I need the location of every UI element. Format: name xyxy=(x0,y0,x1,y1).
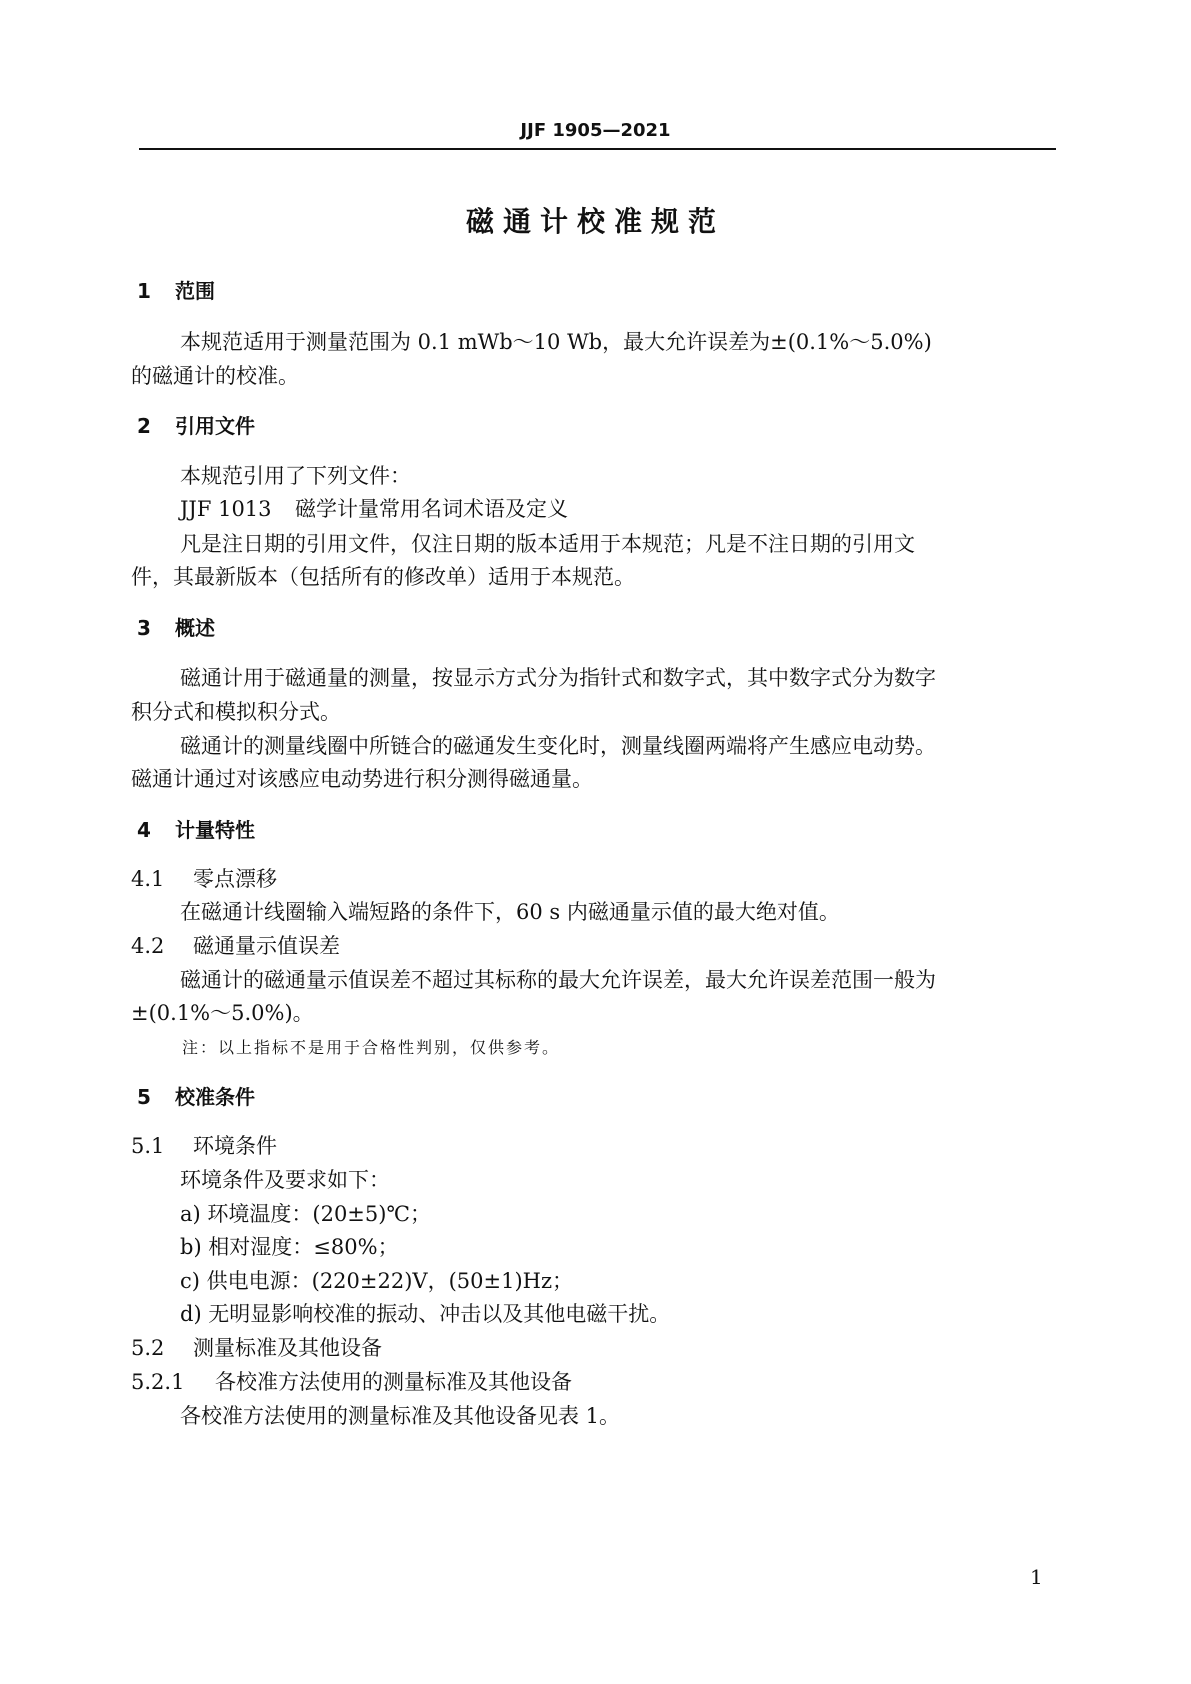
subsection-number: 5.2 xyxy=(131,1336,165,1360)
subsection-title: 测量标准及其他设备 xyxy=(193,1336,382,1360)
paragraph-line: 凡是注日期的引用文件，仅注日期的版本适用于本规范；凡是不注日期的引用文 xyxy=(180,532,915,556)
list-item: d) 无明显影响校准的振动、冲击以及其他电磁干扰。 xyxy=(180,1302,671,1326)
section-number: 4 xyxy=(137,818,151,842)
standard-code: JJF 1905—2021 xyxy=(520,120,671,141)
section-2-heading xyxy=(137,412,255,440)
header-rule xyxy=(139,148,1056,150)
list-item: c) 供电电源：(220±22)V，(50±1)Hz； xyxy=(180,1269,574,1293)
list-item: b) 相对湿度：≤80%； xyxy=(180,1235,399,1259)
paragraph-line: 本规范适用于测量范围为 0.1 mWb～10 Wb，最大允许误差为±(0.1%～5.0%) xyxy=(180,330,932,354)
section-number: 5 xyxy=(137,1085,151,1109)
section-3-heading xyxy=(137,614,215,642)
paragraph-line: ±(0.1%～5.0%)。 xyxy=(131,1001,314,1025)
subsection-5-1-heading xyxy=(131,1132,277,1160)
paragraph-line: 本规范引用了下列文件： xyxy=(180,464,411,488)
subsection-number: 5.2.1 xyxy=(131,1370,185,1394)
paragraph-line: 件，其最新版本（包括所有的修改单）适用于本规范。 xyxy=(131,565,635,589)
note: 注：以上指标不是用于合格性判别，仅供参考。 xyxy=(182,1038,561,1057)
section-title: 概述 xyxy=(175,616,215,640)
subsection-number: 4.2 xyxy=(131,934,165,958)
subsection-title: 各校准方法使用的测量标准及其他设备 xyxy=(215,1370,572,1394)
reference-code: JJF 1013 xyxy=(180,497,272,521)
list-item: a) 环境温度：(20±5)℃； xyxy=(180,1202,431,1226)
section-number: 1 xyxy=(137,279,151,303)
subsection-title: 磁通量示值误差 xyxy=(193,934,340,958)
paragraph-line: 各校准方法使用的测量标准及其他设备见表 1。 xyxy=(180,1404,621,1428)
paragraph-line: 在磁通计线圈输入端短路的条件下，60 s 内磁通量示值的最大绝对值。 xyxy=(180,900,840,924)
subsection-number: 4.1 xyxy=(131,867,165,891)
section-4-heading xyxy=(137,816,255,844)
section-1-heading xyxy=(137,277,215,305)
reference-title: 磁学计量常用名词术语及定义 xyxy=(295,497,568,521)
subsection-5-2-heading xyxy=(131,1334,382,1362)
section-title: 范围 xyxy=(175,279,215,303)
subsection-number: 5.1 xyxy=(131,1134,165,1158)
section-5-heading xyxy=(137,1083,255,1111)
paragraph-line: 磁通计的磁通量示值误差不超过其标称的最大允许误差，最大允许误差范围一般为 xyxy=(180,968,936,992)
subsection-title: 环境条件 xyxy=(193,1134,277,1158)
paragraph-line: 磁通计的测量线圈中所链合的磁通发生变化时，测量线圈两端将产生感应电动势。 xyxy=(180,734,936,758)
subsection-5-2-1-heading xyxy=(131,1368,572,1396)
section-title: 引用文件 xyxy=(175,414,255,438)
subsection-title: 零点漂移 xyxy=(193,867,277,891)
section-number: 2 xyxy=(137,414,151,438)
document-title: 磁通计校准规范 xyxy=(465,205,725,238)
section-number: 3 xyxy=(137,616,151,640)
section-title: 计量特性 xyxy=(175,818,255,842)
section-title: 校准条件 xyxy=(175,1085,255,1109)
page-number: 1 xyxy=(1030,1565,1043,1589)
subsection-4-2-heading xyxy=(131,932,340,960)
subsection-4-1-heading xyxy=(131,865,277,893)
paragraph-line: 磁通计用于磁通量的测量，按显示方式分为指针式和数字式，其中数字式分为数字 xyxy=(180,666,936,690)
paragraph-line: 磁通计通过对该感应电动势进行积分测得磁通量。 xyxy=(131,767,593,791)
paragraph-line: 积分式和模拟积分式。 xyxy=(131,700,341,724)
paragraph-line: 环境条件及要求如下： xyxy=(180,1168,390,1192)
paragraph-line: 的磁通计的校准。 xyxy=(131,364,299,388)
reference-item xyxy=(180,495,568,523)
